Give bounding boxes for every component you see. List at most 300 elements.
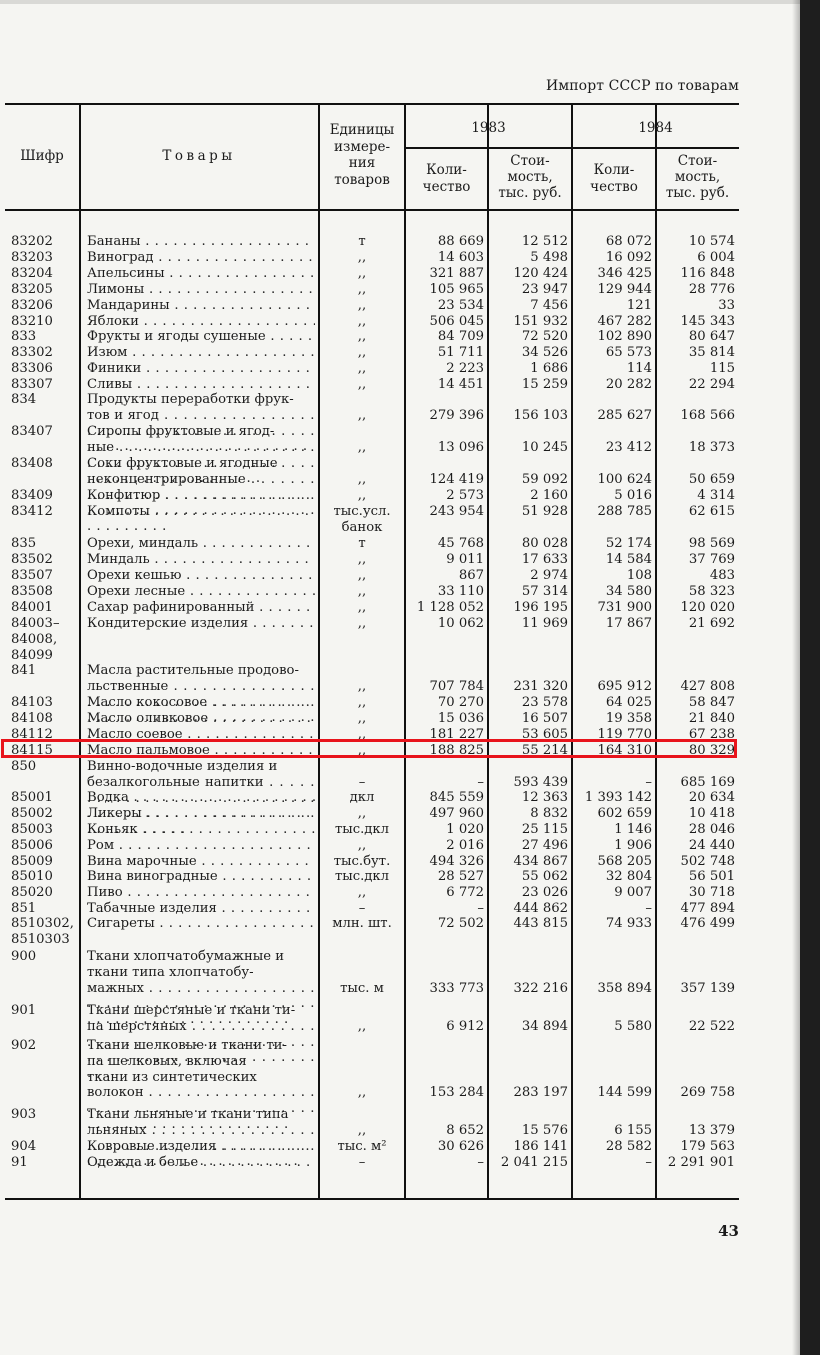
row-quantity-1984: 467 282 — [597, 314, 652, 329]
row-goods-name: Конфитюр . . . — [87, 488, 315, 504]
row-goods-name: Компоты . . . — [87, 504, 315, 520]
row-value-1984: 179 563 — [680, 1139, 735, 1154]
row-quantity-1983: 30 626 — [437, 1139, 484, 1154]
row-unit: ,, — [357, 314, 367, 329]
row-value-1983: 2 160 — [530, 488, 568, 503]
row-code: 83507 — [11, 568, 53, 583]
row-code: 84003– 84008, 84099 — [11, 616, 60, 663]
row-value-1983: 59 092 — [521, 471, 568, 487]
row-unit: ,, — [357, 678, 367, 694]
row-quantity-1984: 17 867 — [605, 616, 652, 631]
row-code: 833 — [11, 329, 37, 344]
row-unit: ,, — [357, 1122, 367, 1138]
import-table — [5, 103, 739, 1200]
row-value-1983: 55 214 — [521, 743, 568, 758]
row-unit: ,, — [357, 266, 367, 281]
row-quantity-1983: 181 227 — [429, 727, 484, 742]
row-goods-name: Сахар рафинированный . . . — [87, 600, 315, 616]
row-value-1984: 20 634 — [688, 790, 735, 805]
row-quantity-1984: 129 944 — [597, 282, 652, 297]
row-quantity-1984: 119 770 — [597, 727, 652, 742]
row-value-1984: 21 840 — [688, 711, 735, 726]
row-unit: т — [358, 536, 366, 551]
row-unit: ,, — [357, 407, 367, 423]
row-unit: млн. шт. — [332, 916, 392, 931]
row-unit: ,, — [357, 616, 367, 631]
row-value-1984: 483 — [709, 568, 735, 583]
row-code: 835 — [11, 536, 37, 551]
row-goods-name: Финики . . . — [87, 361, 315, 377]
row-code: 900 — [11, 949, 37, 964]
row-goods-name: Масло оливковое . . . — [87, 711, 315, 727]
row-quantity-1983: 153 284 — [429, 1085, 484, 1101]
row-quantity-1984: 68 072 — [605, 234, 652, 249]
row-value-1983: 15 259 — [521, 377, 568, 392]
row-quantity-1984: 100 624 — [597, 471, 652, 487]
row-code: 902 — [11, 1038, 37, 1053]
row-unit: ,, — [357, 885, 367, 900]
row-value-1983: 283 197 — [513, 1085, 568, 1101]
year-rule — [405, 147, 739, 149]
row-unit: ,, — [357, 584, 367, 599]
row-quantity-1983: 497 960 — [429, 806, 484, 821]
row-quantity-1983: – — [477, 774, 484, 790]
header-value-1983: Стои- мость, тыс. руб. — [498, 153, 562, 201]
row-quantity-1983: 84 709 — [437, 329, 484, 344]
row-goods-name: Орехи, миндаль . . . — [87, 536, 315, 552]
row-unit: ,, — [357, 298, 367, 313]
row-unit: ,, — [357, 695, 367, 710]
row-code: 83204 — [11, 266, 53, 281]
row-quantity-1983: 845 559 — [429, 790, 484, 805]
row-quantity-1984: – — [645, 1155, 652, 1170]
row-value-1983: 15 576 — [521, 1122, 568, 1138]
row-quantity-1983: 321 887 — [429, 266, 484, 281]
row-quantity-1983: 23 534 — [437, 298, 484, 313]
row-code: 83412 — [11, 504, 53, 519]
row-code: 83409 — [11, 488, 53, 503]
row-value-1984: 120 020 — [680, 600, 735, 615]
header-goods: Товары — [162, 148, 236, 164]
row-value-1983: 23 947 — [521, 282, 568, 297]
row-quantity-1983: 506 045 — [429, 314, 484, 329]
row-code: 83203 — [11, 250, 53, 265]
header-code: Шифр — [20, 148, 64, 164]
row-unit: ,, — [357, 711, 367, 726]
row-quantity-1983: 13 096 — [437, 439, 484, 455]
row-quantity-1984: 285 627 — [597, 407, 652, 423]
row-quantity-1983: 1 128 052 — [416, 600, 484, 615]
row-value-1983: 434 867 — [513, 854, 568, 869]
header-quantity-1984: Коли- чество — [590, 162, 638, 195]
row-code: 84112 — [11, 727, 53, 742]
row-quantity-1983: – — [477, 1155, 484, 1170]
row-code: 83206 — [11, 298, 53, 313]
row-value-1983: 593 439 — [513, 774, 568, 790]
row-quantity-1984: – — [645, 774, 652, 790]
row-quantity-1984: 358 894 — [597, 980, 652, 996]
row-quantity-1984: 568 205 — [597, 854, 652, 869]
row-value-1984: 116 848 — [680, 266, 735, 281]
row-quantity-1983: 279 396 — [429, 407, 484, 423]
row-value-1984: 13 379 — [688, 1122, 735, 1138]
header-year-1984: 1984 — [638, 120, 673, 136]
row-value-1983: 1 686 — [530, 361, 568, 376]
row-quantity-1983: 72 502 — [437, 916, 484, 931]
row-code: 834 — [11, 392, 37, 407]
row-value-1984: 6 004 — [697, 250, 735, 265]
row-value-1983: 55 062 — [521, 869, 568, 884]
row-goods-name: Яблоки . . . — [87, 314, 315, 330]
row-goods-name: Табачные изделия . . . — [87, 901, 315, 917]
row-goods-name: Изюм . . . — [87, 345, 315, 361]
row-value-1983: 231 320 — [513, 678, 568, 694]
row-goods-name: Ткани шерстяные и ткани ти- па шерстяных . . . — [87, 1003, 315, 1082]
row-quantity-1984: 6 155 — [614, 1122, 652, 1138]
row-unit: тыс.усл. банок — [333, 504, 391, 535]
row-value-1984: 67 238 — [688, 727, 735, 742]
row-quantity-1984: 1 393 142 — [584, 790, 652, 805]
row-quantity-1983: 33 110 — [437, 584, 484, 599]
row-quantity-1983: 15 036 — [437, 711, 484, 726]
row-value-1984: 10 574 — [688, 234, 735, 249]
row-value-1984: 10 418 — [688, 806, 735, 821]
header-quantity-1983: Коли- чество — [422, 162, 471, 195]
row-code: 850 — [11, 759, 37, 774]
row-value-1984: 98 569 — [688, 536, 735, 551]
row-code: 83407 — [11, 424, 53, 439]
running-head: Импорт СССР по товарам — [545, 78, 739, 94]
row-value-1983: 72 520 — [521, 329, 568, 344]
row-code: 85006 — [11, 838, 53, 853]
row-goods-name: Коньяк . . . — [87, 822, 315, 838]
row-code: 83502 — [11, 552, 53, 567]
row-goods-name: Продукты переработки фрук- тов и ягод . . . — [87, 392, 315, 455]
row-quantity-1984: 14 584 — [605, 552, 652, 567]
row-value-1983: 120 424 — [513, 266, 568, 281]
row-quantity-1984: 5 016 — [614, 488, 652, 503]
row-quantity-1984: 32 804 — [605, 869, 652, 884]
row-quantity-1983: 333 773 — [429, 980, 484, 996]
row-value-1983: 17 633 — [521, 552, 568, 567]
row-quantity-1984: 144 599 — [597, 1085, 652, 1101]
row-goods-name: Лимоны . . . — [87, 282, 315, 298]
row-unit: тыс.дкл — [334, 869, 390, 884]
row-goods-name: Одежда и белье . . . — [87, 1155, 315, 1171]
row-quantity-1984: 64 025 — [605, 695, 652, 710]
row-unit: ,, — [357, 361, 367, 376]
row-value-1983: 25 115 — [521, 822, 568, 837]
row-value-1983: 16 507 — [521, 711, 568, 726]
row-value-1984: 24 440 — [688, 838, 735, 853]
row-unit: ,, — [357, 439, 367, 455]
row-value-1983: 80 028 — [521, 536, 568, 551]
row-quantity-1983: 105 965 — [429, 282, 484, 297]
row-value-1983: 51 928 — [521, 504, 568, 519]
row-code: 83205 — [11, 282, 53, 297]
row-goods-name: Сигареты . . . — [87, 916, 315, 932]
row-goods-name: Ром . . . — [87, 838, 315, 854]
row-quantity-1984: 114 — [626, 361, 652, 376]
row-code: 83306 — [11, 361, 53, 376]
row-goods-name: Ткани хлопчатобумажные и ткани типа хлопчатобу- мажных . . . — [87, 949, 315, 1028]
row-goods-name: Масло кокосовое . . . — [87, 695, 315, 711]
row-value-1984: 58 323 — [688, 584, 735, 599]
row-value-1984: 22 294 — [688, 377, 735, 392]
row-value-1984: 37 769 — [688, 552, 735, 567]
row-value-1983: 444 862 — [513, 901, 568, 916]
row-unit: ,, — [357, 471, 367, 487]
row-code: 83302 — [11, 345, 53, 360]
row-quantity-1983: 124 419 — [429, 471, 484, 487]
row-value-1983: 7 456 — [530, 298, 568, 313]
row-goods-name: Апельсины . . . — [87, 266, 315, 282]
row-value-1984: 145 343 — [680, 314, 735, 329]
row-goods-name: Винно-водочные изделия и безалкогольные напитки . . . — [87, 759, 315, 838]
row-value-1984: 357 139 — [680, 980, 735, 996]
row-value-1983: 57 314 — [521, 584, 568, 599]
row-quantity-1983: 70 270 — [437, 695, 484, 710]
row-quantity-1983: – — [477, 901, 484, 916]
row-unit: ,, — [357, 250, 367, 265]
row-unit: ,, — [357, 377, 367, 392]
row-value-1983: 10 245 — [521, 439, 568, 455]
spine-shadow — [792, 0, 800, 1355]
row-code: 85002 — [11, 806, 53, 821]
row-unit: ,, — [357, 345, 367, 360]
row-goods-name: Ликеры . . . — [87, 806, 315, 822]
row-quantity-1984: 74 933 — [605, 916, 652, 931]
row-goods-name: Виноград . . . — [87, 250, 315, 266]
row-value-1984: 30 718 — [688, 885, 735, 900]
row-quantity-1983: 2 573 — [446, 488, 484, 503]
row-code: 84115 — [11, 743, 53, 758]
row-value-1984: 168 566 — [680, 407, 735, 423]
row-value-1984: 22 522 — [688, 1018, 735, 1034]
row-quantity-1983: 707 784 — [429, 678, 484, 694]
row-value-1983: 23 578 — [521, 695, 568, 710]
row-quantity-1983: 28 527 — [437, 869, 484, 884]
row-quantity-1984: – — [645, 901, 652, 916]
row-quantity-1983: 45 768 — [437, 536, 484, 551]
row-code: 851 — [11, 901, 37, 916]
row-quantity-1984: 19 358 — [605, 711, 652, 726]
row-quantity-1984: 9 007 — [614, 885, 652, 900]
row-quantity-1984: 28 582 — [605, 1139, 652, 1154]
row-unit: т — [358, 234, 366, 249]
row-quantity-1984: 1 906 — [614, 838, 652, 853]
row-code: 84108 — [11, 711, 53, 726]
row-value-1983: 443 815 — [513, 916, 568, 931]
row-value-1983: 2 974 — [530, 568, 568, 583]
row-goods-name: Сиропы фруктовые и ягод- ные . . . — [87, 424, 315, 487]
row-value-1983: 27 496 — [521, 838, 568, 853]
row-goods-name: Ткани шелковые и ткани ти- па шелковых, включая ткани из синтетических волокон . . . — [87, 1038, 315, 1133]
row-unit: тыс.дкл — [334, 822, 390, 837]
row-value-1983: 11 969 — [521, 616, 568, 631]
row-goods-name: Масло пальмовое . . . — [87, 743, 315, 759]
row-value-1983: 196 195 — [513, 600, 568, 615]
row-code: 904 — [11, 1139, 37, 1154]
row-value-1984: 62 615 — [688, 504, 735, 519]
row-unit: – — [358, 774, 366, 790]
row-code: 83210 — [11, 314, 53, 329]
row-goods-name: Масла растительные продово- льственные . . . — [87, 663, 315, 742]
row-quantity-1983: 1 020 — [446, 822, 484, 837]
row-code: 84103 — [11, 695, 53, 710]
row-unit: ,, — [357, 1085, 367, 1101]
row-value-1984: 80 647 — [688, 329, 735, 344]
row-quantity-1984: 288 785 — [597, 504, 652, 519]
row-quantity-1983: 14 451 — [437, 377, 484, 392]
page-number: 43 — [718, 1222, 739, 1240]
row-quantity-1984: 731 900 — [597, 600, 652, 615]
row-value-1984: 35 814 — [688, 345, 735, 360]
row-unit: ,, — [357, 282, 367, 297]
header-year-1983: 1983 — [471, 120, 506, 136]
row-value-1983: 151 932 — [513, 314, 568, 329]
row-quantity-1984: 164 310 — [597, 743, 652, 758]
header-rule — [5, 209, 739, 211]
row-value-1984: 269 758 — [680, 1085, 735, 1101]
row-unit: – — [358, 901, 366, 916]
row-value-1983: 2 041 215 — [500, 1155, 568, 1170]
row-value-1984: 427 808 — [680, 678, 735, 694]
row-value-1984: 685 169 — [680, 774, 735, 790]
row-unit: ,, — [357, 727, 367, 742]
row-value-1984: 50 659 — [688, 471, 735, 487]
row-value-1984: 115 — [709, 361, 735, 376]
row-unit: тыс. м — [340, 980, 384, 996]
row-quantity-1983: 2 223 — [446, 361, 484, 376]
row-quantity-1984: 34 580 — [605, 584, 652, 599]
row-goods-name: Сливы . . . — [87, 377, 315, 393]
row-unit: ,, — [357, 743, 367, 758]
row-value-1983: 8 832 — [530, 806, 568, 821]
row-code: 85001 — [11, 790, 53, 805]
row-goods-name: Бананы . . . — [87, 234, 315, 250]
row-quantity-1983: 494 326 — [429, 854, 484, 869]
row-goods-name: Водка . . . — [87, 790, 315, 806]
row-code: 841 — [11, 663, 37, 678]
row-quantity-1984: 108 — [626, 568, 652, 583]
row-quantity-1983: 243 954 — [429, 504, 484, 519]
row-goods-name: Масло соевое . . . — [87, 727, 315, 743]
row-value-1984: 21 692 — [688, 616, 735, 631]
row-unit: ,, — [357, 1018, 367, 1034]
row-quantity-1984: 5 580 — [614, 1018, 652, 1034]
row-value-1983: 186 141 — [513, 1139, 568, 1154]
row-value-1983: 5 498 — [530, 250, 568, 265]
row-code: 83202 — [11, 234, 53, 249]
row-code: 84001 — [11, 600, 53, 615]
row-code: 83408 — [11, 456, 53, 471]
row-goods-name: Кондитерские изделия . . . — [87, 616, 315, 632]
header-units: Единицы измере- ния товаров — [329, 122, 395, 188]
row-unit: ,, — [357, 806, 367, 821]
row-code: 903 — [11, 1107, 37, 1122]
row-unit: ,, — [357, 600, 367, 615]
row-goods-name: Орехи кешью . . . — [87, 568, 315, 584]
row-value-1984: 58 847 — [688, 695, 735, 710]
row-value-1983: 34 894 — [521, 1018, 568, 1034]
row-unit: тыс. м² — [337, 1139, 387, 1154]
row-quantity-1983: 188 825 — [429, 743, 484, 758]
row-goods-name: Вина марочные . . . — [87, 854, 315, 870]
row-goods-name: Мандарины . . . — [87, 298, 315, 314]
row-value-1984: 80 329 — [688, 743, 735, 758]
row-code: 901 — [11, 1003, 37, 1018]
row-code: 83307 — [11, 377, 53, 392]
header-value-1984: Стои- мость, тыс. руб. — [665, 153, 730, 201]
row-quantity-1984: 346 425 — [597, 266, 652, 281]
row-unit: ,, — [357, 568, 367, 583]
row-unit: тыс.бут. — [333, 854, 391, 869]
row-value-1983: 23 026 — [521, 885, 568, 900]
row-value-1983: 34 526 — [521, 345, 568, 360]
row-value-1984: 56 501 — [688, 869, 735, 884]
row-value-1983: 53 605 — [521, 727, 568, 742]
row-quantity-1983: 88 669 — [437, 234, 484, 249]
row-value-1983: 12 512 — [521, 234, 568, 249]
row-quantity-1984: 1 146 — [614, 822, 652, 837]
row-code: 83508 — [11, 584, 53, 599]
row-value-1984: 477 894 — [680, 901, 735, 916]
row-code: 85003 — [11, 822, 53, 837]
row-quantity-1984: 121 — [626, 298, 652, 313]
row-goods-name: Миндаль . . . — [87, 552, 315, 568]
page-top-edge — [0, 0, 820, 4]
row-goods-name: Фрукты и ягоды сушеные . . . — [87, 329, 315, 345]
row-quantity-1984: 695 912 — [597, 678, 652, 694]
row-goods-name: Пиво . . . — [87, 885, 315, 901]
row-quantity-1983: 10 062 — [437, 616, 484, 631]
row-unit: – — [358, 1155, 366, 1170]
row-code: 85010 — [11, 869, 53, 884]
row-value-1983: 156 103 — [513, 407, 568, 423]
row-unit: ,, — [357, 488, 367, 503]
row-goods-name: Ковровые изделия . . . — [87, 1139, 315, 1155]
row-value-1984: 476 499 — [680, 916, 735, 931]
row-code: 85020 — [11, 885, 53, 900]
row-quantity-1984: 102 890 — [597, 329, 652, 344]
row-value-1984: 28 776 — [688, 282, 735, 297]
row-quantity-1983: 6 772 — [446, 885, 484, 900]
row-quantity-1983: 51 711 — [437, 345, 484, 360]
row-code: 91 — [11, 1155, 28, 1170]
row-value-1984: 28 046 — [688, 822, 735, 837]
row-code: 85009 — [11, 854, 53, 869]
row-value-1983: 322 216 — [513, 980, 568, 996]
row-goods-name: Вина виноградные . . . — [87, 869, 315, 885]
row-unit: ,, — [357, 329, 367, 344]
row-quantity-1984: 16 092 — [605, 250, 652, 265]
row-unit: ,, — [357, 552, 367, 567]
row-quantity-1984: 23 412 — [605, 439, 652, 455]
row-value-1983: 12 363 — [521, 790, 568, 805]
row-quantity-1984: 52 174 — [605, 536, 652, 551]
row-quantity-1983: 9 011 — [446, 552, 484, 567]
row-code: 8510302, 8510303 — [11, 916, 74, 947]
row-unit: ,, — [357, 838, 367, 853]
row-value-1984: 4 314 — [697, 488, 735, 503]
row-quantity-1983: 2 016 — [446, 838, 484, 853]
row-quantity-1983: 867 — [458, 568, 484, 583]
row-quantity-1984: 65 573 — [605, 345, 652, 360]
row-goods-name: Ткани льняные и ткани типа льняных . . . — [87, 1107, 315, 1170]
row-quantity-1984: 20 282 — [605, 377, 652, 392]
row-unit: дкл — [349, 790, 375, 805]
